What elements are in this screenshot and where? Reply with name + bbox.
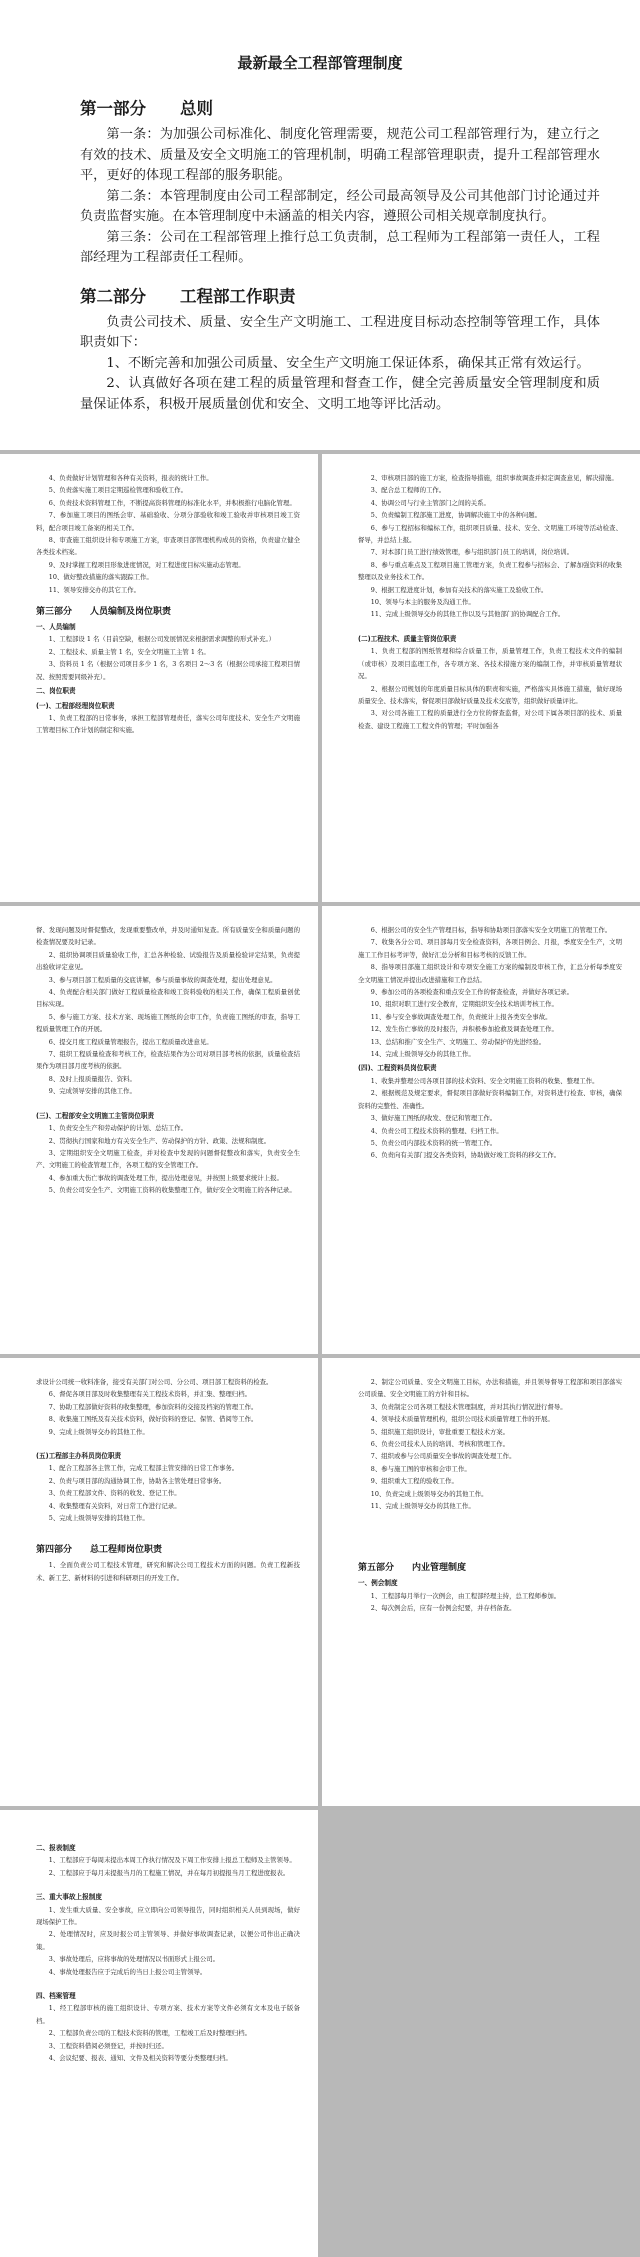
part1-heading (80, 95, 600, 119)
subsection-heading: (一)、工程部经理岗位职责 (36, 701, 115, 710)
paragraph: 2、审核项目部的施工方案，检查指导措施，组织事故调查并拟定调查意见，解决措施。 (370, 474, 618, 482)
paragraph: 4、收集整理有关资料，对日常工作进行记录。 (48, 1501, 181, 1510)
paragraph: 10、负责完成上级领导交办的其他工作。 (370, 1489, 488, 1498)
paragraph: 4、领导技术质量管理机构，组织公司技术质量管理工作的开展。 (370, 1415, 554, 1424)
paragraph: 9、及时掌握工程项目形象进度情况，对工程进度目标实施动态管理。 (48, 560, 245, 569)
paragraph: 10、组织对职工进行安全教育，定期组织安全技术培训考核工作。 (370, 1000, 558, 1009)
paragraph: 8、参与施工图的审核和会审工作。 (370, 1464, 471, 1473)
paragraph: 2、处理情况时，应及时报公司主管领导、并做好事故调查记录，以便公司作出正确决策。 (36, 1930, 300, 1951)
part4-title: 总工程师岗位职责 (90, 1545, 163, 1556)
paragraph: 10、做好整改措施的落实跟踪工作。 (48, 573, 153, 582)
section-heading: 二、岗位职责 (36, 687, 76, 696)
paragraph: 5、参与施工方案、技术方案、现场施工图纸的会审工作，负责施工图纸的审查，指导工程质量管理工作的开展。 (36, 1012, 300, 1034)
part2-intro: 负责公司技术、质量、安全生产文明施工、工程进度目标动态控制等管理工作，具体职责如下： (80, 314, 600, 350)
paragraph: 4、协调公司与行业主管部门之间的关系。 (370, 498, 490, 507)
paragraph: 1、负责工程部的图纸管理和综合质量工作，质量管理工作，负责工程技术文件的编制（或审核）及项目监理工作，各专项方案、各技术措施方案的编制工作，并审核质量管理状况。 (358, 647, 622, 681)
part5-number: 第五部分 (358, 1563, 395, 1574)
paragraph: 2、工程技术、质量主管 1 名，安全文明施工主管 1 名。 (48, 647, 210, 656)
part2-item-2: 2、认真做好各项在建工程的质量管理和督查工作，健全完善质量安全管理制度和质量保证体系，积极开展质量创优和安全、文明工地等评比活动。 (80, 376, 600, 412)
paragraph: 2、根据规范及规定要求，督促项目部做好资料编制工作，对资料进行检查、审核，确保资料的完整性、准确性。 (358, 1089, 622, 1110)
paragraph: 3、事故处理后，应将事故的处理情况以书面形式上报公司。 (48, 1955, 220, 1964)
paragraph: 3、对公司各施工工程的质量进行全方位的督查监督，对公司下属各项目部的技术、质量检查、建设工程施工工程文件的管理；平时加强各 (358, 709, 622, 730)
paragraph: 6、督促各项目部及时收集整理有关工程技术资料，并汇集、整理归档。 (48, 1390, 251, 1399)
paragraph: 9、参加公司的各项检查和重点安全工作的督查检查，并做好各项记录。 (370, 988, 573, 997)
paragraph: 3、定期组织安全文明施工检查，并对检查中发现的问题督促整改和落实，负责安全生产、文明施工的检查管理工作，各项工程的安全管理工作。 (36, 1148, 300, 1170)
subsection-heading: (五)工程部主办科员岗位职责 (36, 1452, 122, 1461)
paragraph: 1、全面负责公司工程技术管理，研究和解决公司工程技术方面的问题。负责工程新技术、新工艺、新材料的引进和科研项目的开发工作。 (36, 1561, 300, 1582)
paragraph: 8、及时上报质量报告、资料。 (48, 1074, 136, 1083)
paragraph: 9、组织重大工程的验收工作。 (370, 1477, 458, 1486)
page-7 (322, 1358, 640, 1806)
paragraph: 3、配合总工程师的工作。 (370, 486, 446, 495)
paragraph: 7、组织或参与公司质量安全事故的调查处理工作。 (370, 1452, 516, 1461)
paragraph: 3、资料员 1 名（根据公司项目多少 1 名，3 名项目 2～3 名（根据公司承接工程项目情况、按照需要同级补充）。 (36, 660, 300, 681)
part5-heading (358, 1560, 622, 1573)
paragraph: 1、工程部每月举行一次例会，由工程部经理主持，总工程师参加。 (370, 1591, 561, 1600)
page-4 (0, 906, 318, 1354)
paragraph: 督、发现问题及时督促整改，发现重要整改单，并及时通知复查。所有质量安全和质量问题的检查情况要及时记录。 (36, 926, 300, 947)
paragraph: 5、完成上级领导安排的其他工作。 (48, 1514, 149, 1523)
paragraph: 3、负责工程部文件、资料的收发、登记工作。 (48, 1489, 181, 1498)
paragraph: 6、提交月度工程质量管理报告，提出工程质量改进意见。 (48, 1037, 213, 1046)
paragraph: 1、经工程部审核的施工组织设计、专项方案、技术方案等文件必须有文本及电子版备档。 (36, 2004, 300, 2025)
paragraph: 8、参与重点难点及工程项目施工管理方案，负责工程参与招标会、了解加强资料的收集整理以及业务技术工作。 (358, 560, 622, 582)
paragraph: 6、参与工程招标和编标工作，组织项目质量、技术、安全、文明施工环境等活动检查、督导，并总结上报。 (358, 523, 622, 545)
paragraph: 6、根据公司的安全生产管理目标，指导和协助项目部落实安全文明施工的管理工作。 (370, 926, 612, 934)
paragraph: 1、工程部设 1 名（目前空缺，根据公司发展情况来根据需求调整的形式补充。） (48, 635, 276, 644)
paragraph: 10、领导与本主的服务及沟通工作。 (370, 598, 475, 607)
part3-heading (36, 604, 300, 617)
paragraph: 2、工程部负责公司的工程技术资料的管理，工程竣工后及时整理归档。 (48, 2029, 251, 2038)
paragraph: 7、对本部门员工进行绩效管理，参与组织部门员工的培训，岗位培训。 (370, 548, 573, 557)
page-5 (322, 906, 640, 1354)
paragraph: 11、完成上级领导交办的其他工作。 (370, 1502, 475, 1511)
part2-title: 工程部工作职责 (180, 286, 296, 306)
article-1: 第一条：为加强公司标准化、制度化管理需要，规范公司工程部管理行为，建立行之有效的技术、质量及安全文明施工的管理机制，明确工程部管理职责，提升工程部管理水平，更好的体现工程部的服务职能。 (80, 127, 600, 183)
page-8 (0, 1810, 318, 2257)
part4-heading (36, 1542, 300, 1555)
part1-title: 总则 (180, 99, 213, 118)
paragraph: 11、完成上级领导交办的其他工作以及与其他部门的协调配合工作。 (370, 610, 565, 619)
paragraph: 1、发生重大质量、安全事故，应立即向公司领导报告，同时组织相关人员到现场，做好现场保护工作。 (36, 1905, 300, 1927)
paragraph: 11、领导安排交办的其它工作。 (48, 585, 141, 594)
section-heading: 二、报表制度 (36, 1844, 76, 1852)
article-3: 第三条：公司在工程部管理上推行总工负责制，总工程师为工程部第一责任人，工程部经理为工程部责任工程师。 (80, 229, 600, 265)
paragraph: 11、参与安全事故调查处理工作，负责统计上报各类安全事故。 (370, 1012, 552, 1021)
document-title: 最新最全工程部管理制度 (237, 54, 403, 72)
paragraph: 8、收集施工图纸及有关技术资料，做好资料的登记、保管、借阅等工作。 (48, 1415, 258, 1424)
paragraph: 3、做好施工图纸的收发、登记和管理工作。 (370, 1114, 497, 1123)
part1-number: 第一部分 (80, 99, 146, 118)
paragraph: 5、负责落实施工项目定期巡检管理和验收工作。 (48, 486, 188, 495)
paragraph: 7、收集各分公司、项目部每月安全检查资料，各项目例会、月报，季度安全生产，文明施工工作目标考评等，做好汇总分析和目标考核的反馈工作。 (358, 938, 622, 959)
article-2: 第二条：本管理制度由公司工程部制定，经公司最高领导及公司其他部门讨论通过并负责监督实施。在本管理制度中未涵盖的相关内容，遵照公司相关规章制度执行。 (80, 188, 600, 224)
paragraph: 1、配合工程部各主管工作，完成工程部主管安排的日常工作事务。 (48, 1464, 239, 1473)
paragraph: 13、总结和推广安全生产、文明施工、劳动保护的先进经验。 (370, 1037, 546, 1046)
paragraph: 6、负责向有关部门提交各类资料，协助做好竣工资料的移交工作。 (370, 1151, 561, 1160)
paragraph: 4、会议纪要、报表、通知、文件及相关资料等要分类整理归档。 (48, 2054, 232, 2063)
paragraph: 6、负责技术资料管理工作，不断提高资料管理的标准化水平，并积极推行电脑化管理。 (48, 498, 296, 507)
page-3 (322, 454, 640, 902)
part2-item-1: 1、不断完善和加强公司质量、安全生产文明施工保证体系，确保其正常有效运行。 (106, 355, 590, 371)
paragraph: 4、事故处理报告应于完成后的当日上报公司主管领导。 (48, 1967, 207, 1976)
paragraph: 5、负责公司安全生产、文明施工资料的收集整理工作，做好安全文明施工的各种记录。 (48, 1186, 296, 1195)
paragraph: 4、负责公司工程技术资料的整理、归档工作。 (370, 1126, 503, 1135)
paragraph: 3、负责制定公司各项工程技术管理制度，并对其执行情况进行督导。 (370, 1402, 567, 1411)
paragraph: 1、工程部应于每周末提出本周工作执行情况及下周工作安排上报总工程师及主管领导。 (48, 1856, 296, 1865)
paragraph: 2、组织协调项目质量验收工作，汇总各种检验、试验报告及质量检验评定结果，负责提出验收评定意见。 (36, 950, 300, 972)
paragraph: 8、指导项目部施工组织设计和专项安全施工方案的编制及审核工作，汇总分析每季度安全文明施工情况并提出改进措施和工作总结。 (358, 963, 622, 984)
part3-title: 人员编制及岗位职责 (90, 607, 172, 618)
part2-heading (80, 283, 600, 307)
paragraph: 6、负责公司技术人员的培训、考核和管理工作。 (370, 1440, 510, 1449)
subsection-heading: (四)、工程资料员岗位职责 (358, 1064, 437, 1073)
paragraph: 4、负责配合相关部门做好工程质量检查和竣工资料验收的相关工作，确保工程质量创优目标实现。 (36, 988, 300, 1009)
paragraph: 12、发生伤亡事故的及时报告，并积极参加抢救及调查处理工作。 (370, 1025, 558, 1034)
paragraph: 4、负责做好计划管理和各种有关资料，报表的统计工作。 (48, 474, 213, 482)
paragraph: 2、每次例会后，应有一份例会纪要，并存档备查。 (370, 1604, 516, 1613)
section-heading: 三、重大事故上报制度 (36, 1893, 102, 1902)
paragraph: 3、参与项目部工程质量的交底讲解，参与质量事故的调查处理，提出处理意见。 (48, 975, 277, 984)
paragraph: 5、负责编制工程部施工进度，协调解决施工中的各种问题。 (370, 511, 542, 520)
part2-number: 第二部分 (80, 286, 146, 306)
section-heading: 一、人员编制 (36, 623, 76, 632)
paragraph: 9、完成领导安排的其他工作。 (48, 1087, 136, 1096)
paragraph: 2、根据公司规划的年度质量目标具体的职责和实施，严格落实具体施工措施，做好现场质量安全、技术落实，督促项目部做好质量及技术交底等，组织做好质量评比。 (358, 684, 622, 705)
subsection-heading: (二)工程技术、质量主管岗位职责 (358, 634, 457, 643)
subsection-heading: (三)、工程部安全文明施工主管岗位职责 (36, 1111, 155, 1120)
paragraph: 1、收集并整理公司各项目部的技术资料、安全文明施工资料的收集、整理工作。 (370, 1076, 599, 1085)
paragraph: 2、制定公司质量、安全文明施工目标，办法和措施，并且领导督导工程部和项目部落实公司质量、安全文明施工的方针和目标。 (358, 1378, 622, 1399)
paragraph: 1、负责安全生产和劳动保护的计划、总结工作。 (48, 1124, 188, 1133)
paragraph: 7、参加施工项目的图纸会审、基础验收、分项分部验收和竣工验收并审核项目竣工资料，配合项目竣工备案的相关工作。 (36, 511, 300, 532)
cover-page (0, 0, 640, 450)
paragraph: 4、参加重大伤亡事故的调查处理工作，提出处理意见，并按照上级要求统计上报。 (48, 1173, 283, 1182)
paragraph: 2、负责与项目部的沟通协调工作，协助各主管处理日常事务。 (48, 1476, 226, 1485)
paragraph: 9、完成上级领导交办的其他工作。 (48, 1427, 149, 1436)
paragraph: 2、贯彻执行国家和地方有关安全生产、劳动保护的方针、政策、法规和制度。 (48, 1136, 271, 1145)
part4-number: 第四部分 (36, 1545, 73, 1556)
page-2 (0, 454, 318, 902)
paragraph: 5、组织施工组织设计，审批重要工程技术方案。 (370, 1427, 510, 1436)
paragraph: 9、根据工程进度计划，参加有关技术的落实施工及验收工作。 (370, 585, 548, 594)
paragraph: 1、负责工程部的日常事务，承担工程部管理责任，落实公司年度技术、安全生产文明施工管理目标工作计划的制定和实施。 (36, 713, 300, 735)
part5-title: 内业管理制度 (412, 1563, 467, 1574)
paragraph: 7、协助工程部做好资料的收集整理，参加资料的交接及档案的管理工作。 (48, 1402, 258, 1411)
section-heading: 四、档案管理 (36, 1992, 76, 2001)
paragraph: 14、完成上级领导交办的其他工作。 (370, 1050, 475, 1059)
paragraph: 2、工程部应于每月末提报当月的工程施工情况，并在每月初提报当月工程进度报表。 (48, 1868, 290, 1877)
page-6 (0, 1358, 318, 1806)
paragraph: 8、审查施工组织设计和专项施工方案，审查项目部管理机构成员的资格，负责建立健全各类技术档案。 (36, 536, 300, 557)
paragraph: 求设计公司统一收料准备，接受有关部门对公司、分公司、项目部工程资料的检查。 (36, 1378, 273, 1386)
paragraph: 3、工程资料借阅必须登记，并按时归还。 (48, 2041, 168, 2050)
paragraph: 7、组织工程质量检查和考核工作，检查结果作为公司对项目部考核的依据，质量检查结果作为项目部月度考核的依据。 (36, 1050, 300, 1071)
section-heading: 一、例会制度 (358, 1579, 398, 1588)
part3-number: 第三部分 (36, 607, 73, 618)
paragraph: 5、负责公司内部技术资料的统一管理工作。 (370, 1138, 497, 1147)
